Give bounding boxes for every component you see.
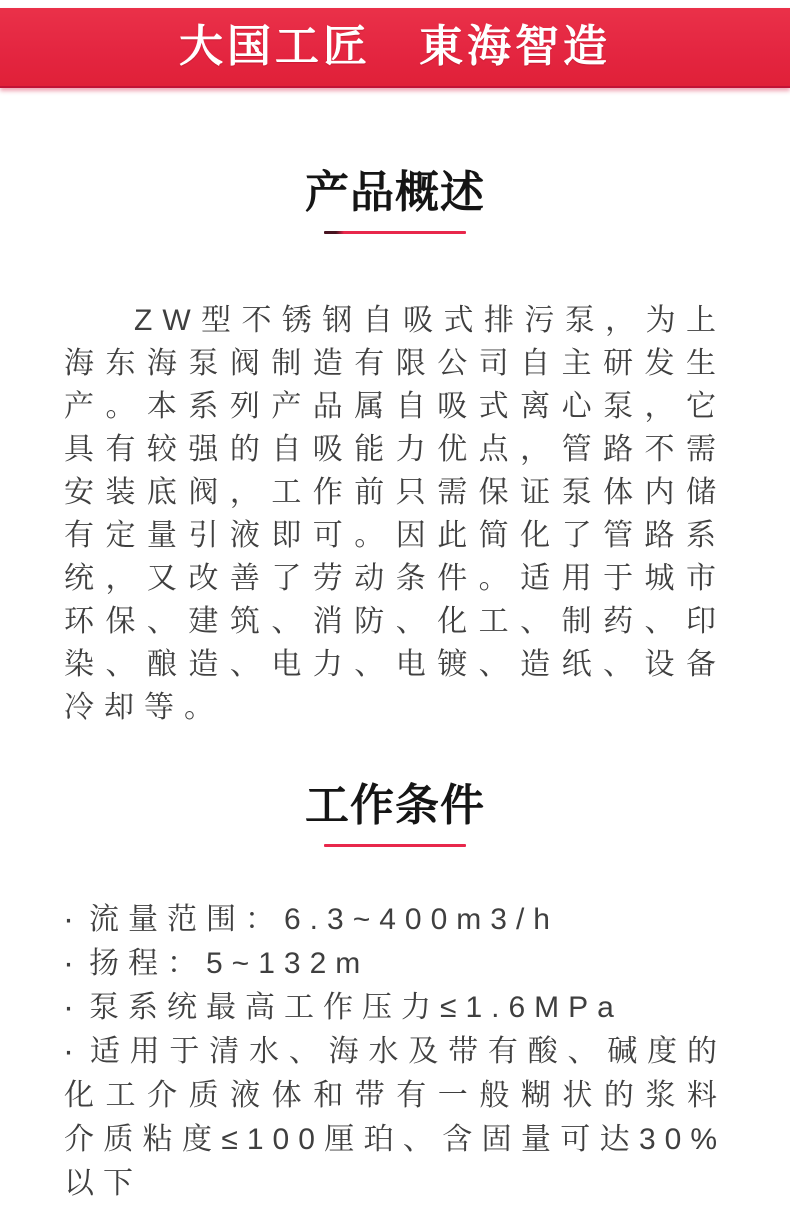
list-item — [64, 942, 726, 986]
list-item-text: 流量范围：6.3~400m3/h — [89, 903, 559, 936]
working-conditions-list — [64, 898, 726, 1206]
list-item-text: 适用于清水、海水及带有酸、碱度的化工介质液体和带有一般糊状的浆料介质粘度≤100厘珀、含固量可达30%以下 — [64, 1035, 726, 1200]
bullet-dot-icon: · — [63, 1033, 84, 1070]
bullet-dot-icon: · — [63, 945, 84, 982]
bullet-dot-icon: · — [63, 989, 84, 1026]
conditions-title-underline — [324, 844, 466, 847]
bullet-dot-icon: · — [63, 901, 84, 938]
overview-content — [0, 299, 790, 729]
section-overview — [0, 168, 790, 729]
conditions-section-title: 工作条件 — [305, 781, 485, 830]
list-item-text: 扬程：5~132m — [89, 947, 370, 980]
page-body — [0, 168, 790, 1206]
banner-title: 大国工匠 東海智造 — [179, 22, 611, 71]
overview-title-underline — [324, 231, 466, 234]
top-banner — [0, 8, 790, 88]
list-item — [64, 986, 726, 1030]
product-description-paragraph: ZW型不锈钢自吸式排污泵，为上海东海泵阀制造有限公司自主研发生产。本系列产品属自吸式离心泵，它具有较强的自吸能力优点，管路不需安装底阀，工作前只需保证泵体内储有定量引液即可。因此简化了管路系统，又改善了劳动条件。适用于城市环保、建筑、消防、化工、制药、印染、酿造、电力、电镀、造纸、设备冷却等。 — [64, 304, 726, 724]
list-item — [64, 1030, 726, 1206]
section-conditions — [0, 781, 790, 1206]
overview-section-title: 产品概述 — [305, 168, 485, 217]
list-item-text: 泵系统最高工作压力≤1.6MPa — [89, 991, 623, 1024]
conditions-content — [0, 898, 790, 1206]
list-item — [64, 898, 726, 942]
